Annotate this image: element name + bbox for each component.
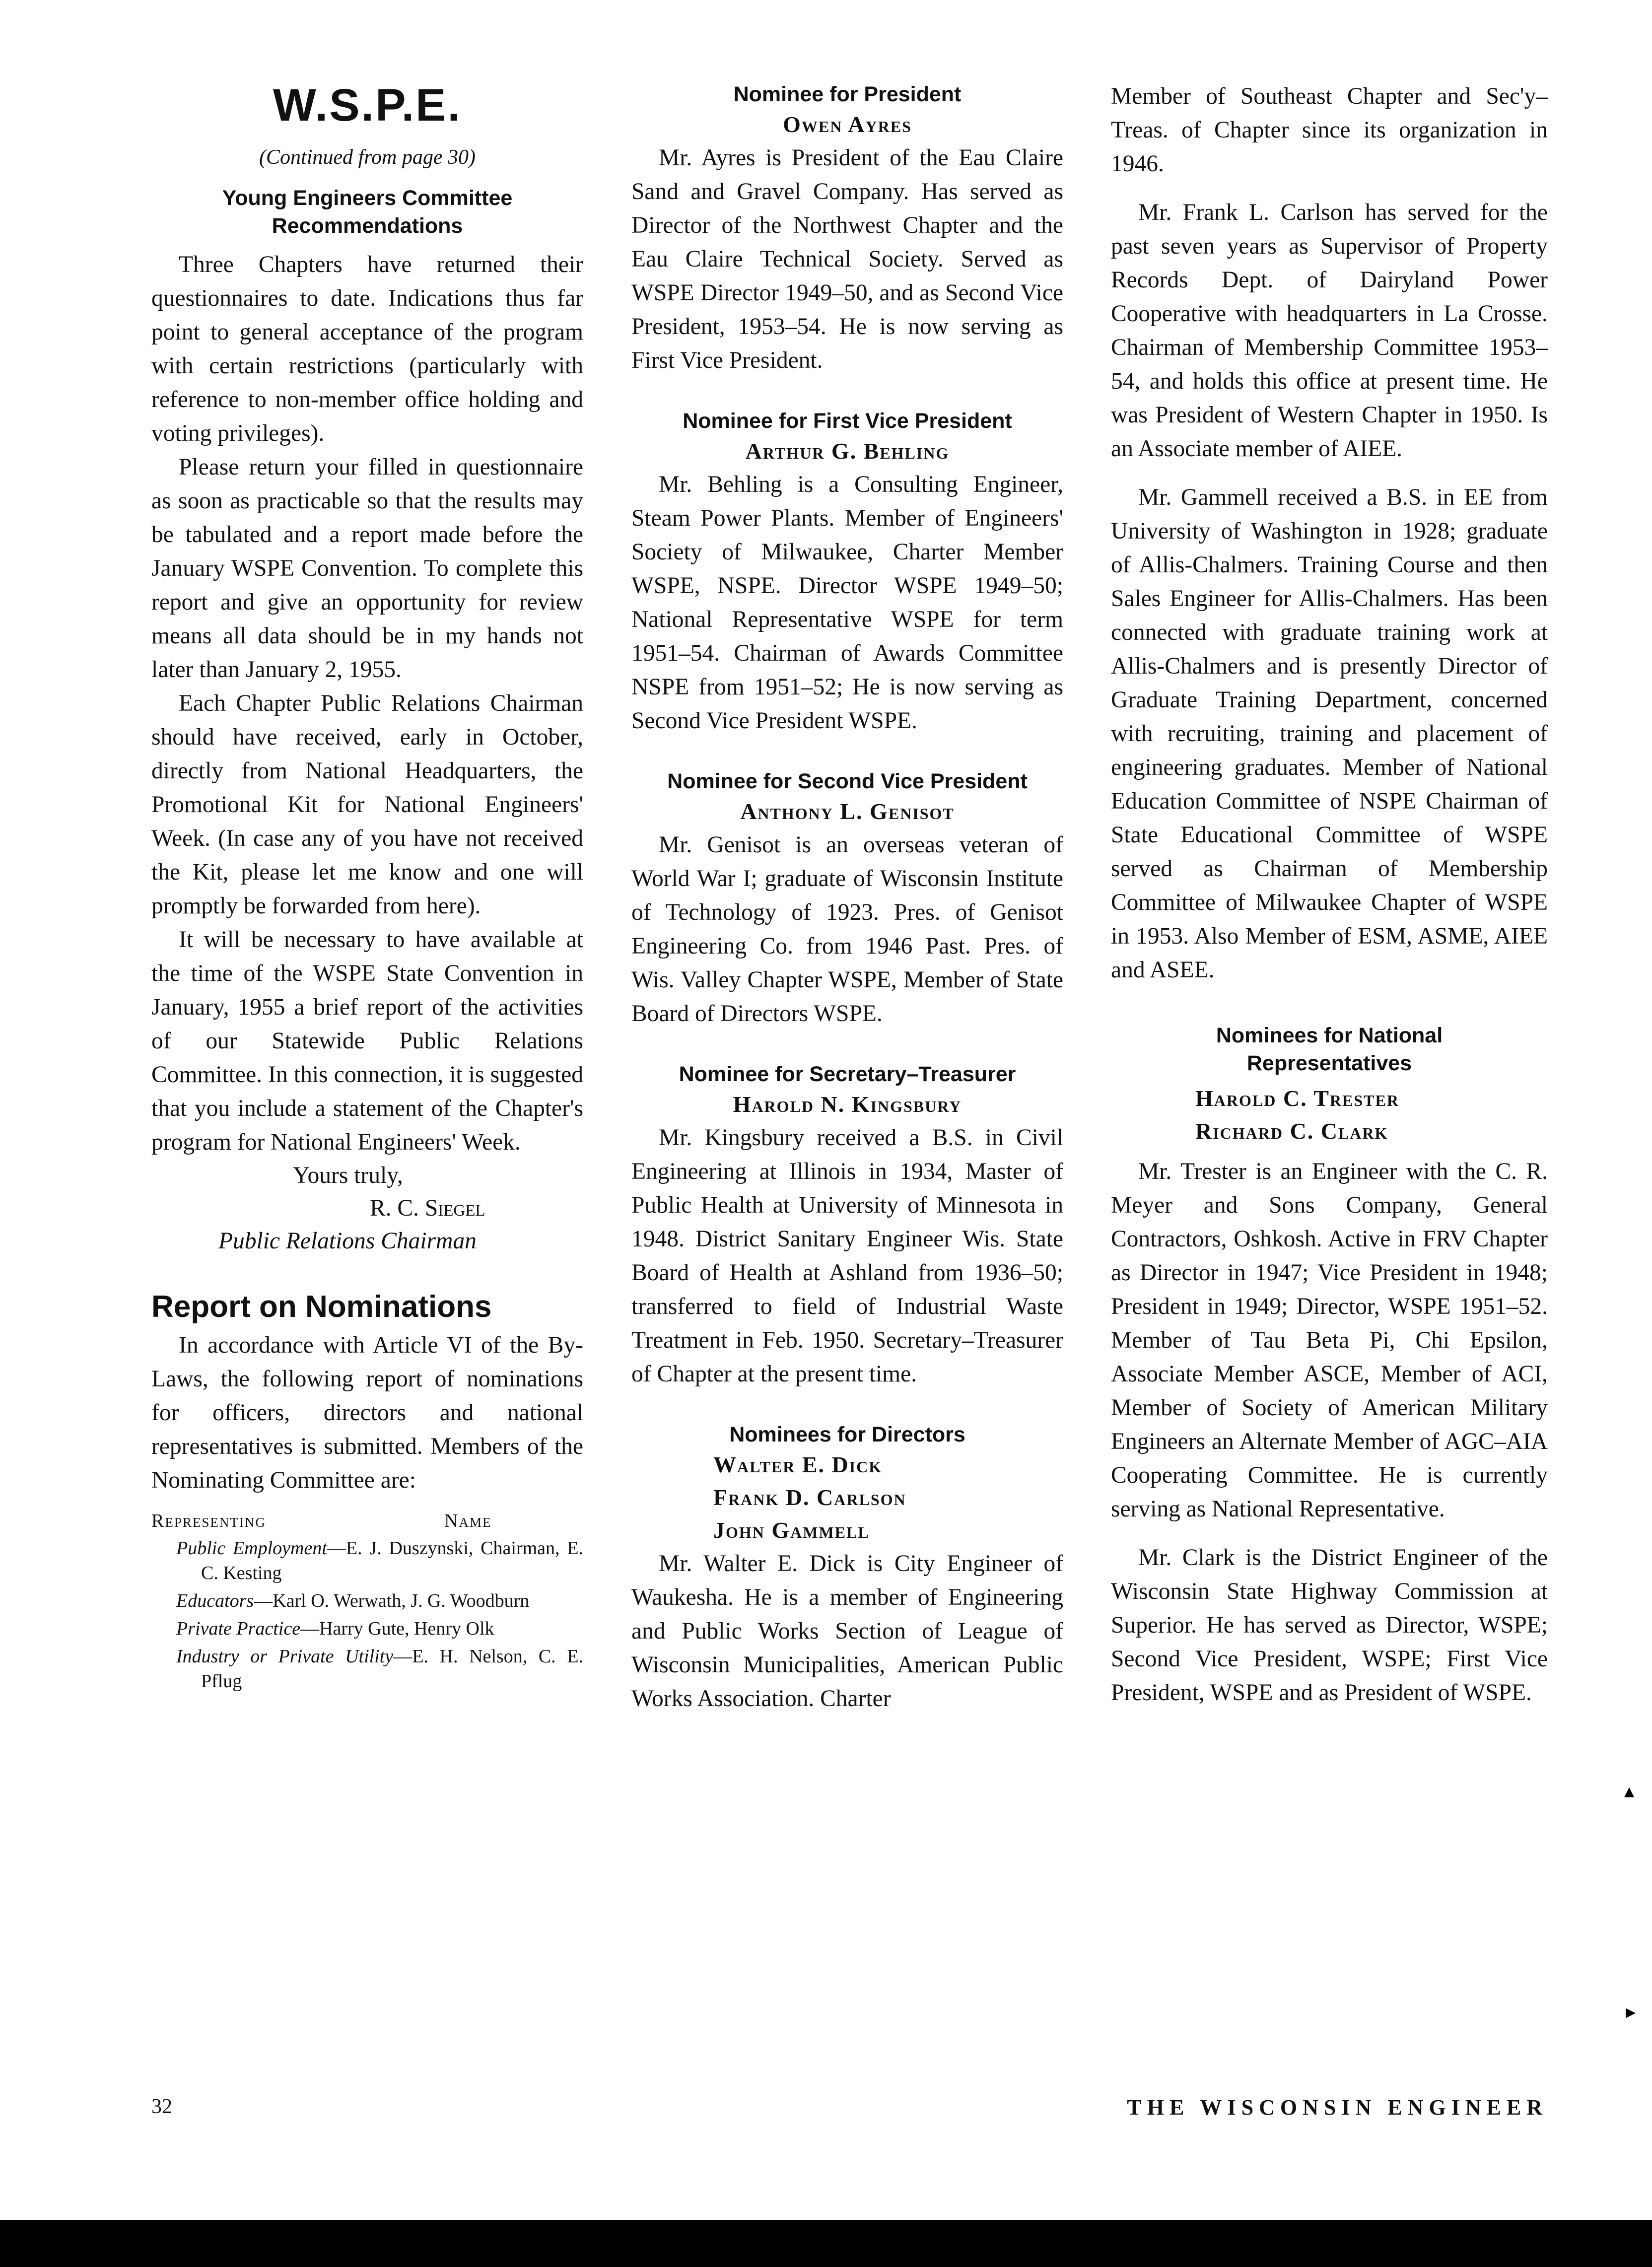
committee-table-header [151, 1510, 583, 1532]
committee-entry: Educators—Karl O. Werwath, J. G. Woodburn [176, 1590, 530, 1611]
director-name: Walter E. Dick [713, 1452, 883, 1477]
trester-text: Mr. Trester is an Engineer with the C. R. Meyer and Sons Company, General Contractors, Oshkosh. Active in FRV Chapter as Director in 1947; Vice President in 1948; President in 1949; Director, WSPE 1951–52. Member of Tau Beta Pi, Chi Epsilon, Associate Member ASCE, Member of ACI, Member of Society of American Military Engineers an Alternate Member of AGC–AIA Cooperating Committee. He is currently serving as National Representative. [1111, 1159, 1548, 1522]
signature-name: R. C. Siegel [370, 1195, 485, 1221]
svp-name: Anthony L. Genisot [740, 799, 955, 824]
continued-note: (Continued from page 30) [259, 146, 476, 169]
scan-mark-icon: ▸ [1626, 2000, 1636, 2023]
column-3 [1111, 0, 1548, 1710]
committee-list [151, 1536, 583, 1694]
director-name: John Gammell [713, 1517, 870, 1543]
committee-entry: Industry or Private Utility—E. H. Nelson, C. E. Pflug [176, 1646, 583, 1692]
president-name: Owen Ayres [783, 112, 912, 137]
paragraph: Each Chapter Public Relations Chairman should have received, early in October, directly from National Headquarters, the Promotional Kit for National Engineers' Week. (In case any of you have not received the Kit, please let me know and one will promptly be forwarded from here). [151, 690, 583, 919]
name-label: Name [444, 1511, 492, 1531]
paragraph: Please return your filled in questionnaire as soon as practicable so that the results may be tabulated and a report made before the January WSPE Convention. To complete this report and give an opportunity for review means all data should be in my hands not later than January 2, 1955. [151, 454, 583, 683]
report-heading: Report on Nominations [151, 1290, 492, 1324]
natrep-name: Harold C. Trester [1195, 1086, 1399, 1111]
column-2 [631, 0, 1063, 1716]
natrep-names [1111, 1082, 1548, 1148]
scan-border [0, 2220, 1652, 2267]
report-paragraph: In accordance with Article VI of the By-Laws, the following report of nominations for officers, directors and national representatives is submitted. Members of the Nominating Committee are: [151, 1332, 583, 1493]
carlson-text: Mr. Frank L. Carlson has served for the past seven years as Supervisor of Property Records Dept. of Dairyland Power Cooperative with headquarters in La Crosse. Chairman of Membership Committee 1953–54, and holds this office at present time. He was President of Western Chapter in 1950. Is an Associate member of AIEE. [1111, 200, 1548, 462]
fvp-name: Arthur G. Behling [745, 438, 950, 464]
gammell-text: Mr. Gammell received a B.S. in EE from University of Washington in 1928; graduate of Allis-Chalmers. Training Course and then Sales Engineer for Allis-Chalmers. Has been connected with graduate training work at Allis-Chalmers and is presently Director of Graduate Training Department, concerned with recruiting, training and placement of engineering graduates. Member of National Education Committee of NSPE Chairman of State Educational Committee of WSPE served as Chairman of Membership Committee of Milwaukee Chapter of WSPE in 1953. Also Member of ESM, ASME, AIEE and ASEE. [1111, 484, 1548, 983]
yec-body [151, 248, 583, 1159]
dick-text: Mr. Walter E. Dick is City Engineer of Waukesha. He is a member of Engineering and Public Works Section of League of Wisconsin Municipalities, American Public Works Association. Charter [631, 1551, 1063, 1712]
article-title: W.S.P.E. [273, 80, 462, 131]
directors-heading: Nominees for Directors [729, 1423, 965, 1446]
scan-mark-icon: ▴ [1624, 1780, 1635, 1802]
committee-entry: Private Practice—Harry Gute, Henry Olk [176, 1618, 494, 1639]
st-name: Harold N. Kingsbury [733, 1092, 962, 1117]
page-number: 32 [151, 2095, 172, 2118]
st-heading: Nominee for Secretary–Treasurer [679, 1062, 1016, 1086]
magazine-title: THE WISCONSIN ENGINEER [1127, 2095, 1548, 2120]
paragraph: Three Chapters have returned their questionnaires to date. Indications thus far point to general acceptance of the program with certain restrictions (particularly with reference to non-member office holding and voting privileges). [151, 252, 583, 446]
svp-heading: Nominee for Second Vice President [667, 769, 1028, 793]
directors-names [631, 1448, 1063, 1547]
st-text: Mr. Kingsbury received a B.S. in Civil Engineering at Illinois in 1934, Master of Public Health at University of Minnesota in 1948. District Sanitary Engineer Wis. State Board of Health at Ashland from 1936–50; transferred to field of Industrial Waste Treatment in Feb. 1950. Secretary–Treasurer of Chapter at the present time. [631, 1125, 1063, 1387]
representing-label: Representing [151, 1511, 266, 1531]
paragraph: It will be necessary to have available at the time of the WSPE State Convention in January, 1955 a brief report of the activities of our Statewide Public Relations Committee. In this connection, it is suggested that you include a statement of the Chapter's program for National Engineers' Week. [151, 927, 583, 1155]
fvp-heading: Nominee for First Vice President [683, 409, 1012, 433]
svp-text: Mr. Genisot is an overseas veteran of World War I; graduate of Wisconsin Institute of Technology of 1923. Pres. of Genisot Engineering Co. from 1946 Past. Pres. of Wis. Valley Chapter WSPE, Member of State Board of Directors WSPE. [631, 832, 1063, 1027]
fvp-text: Mr. Behling is a Consulting Engineer, Steam Power Plants. Member of Engineers' Society of Milwaukee, Charter Member WSPE, NSPE. Director WSPE 1949–50; National Representative WSPE for term 1951–54. Chairman of Awards Committee NSPE from 1951–52; He is now serving as Second Vice President WSPE. [631, 472, 1063, 734]
president-heading: Nominee for President [733, 82, 962, 106]
closing: Yours truly, [293, 1163, 403, 1188]
signature-block [151, 1159, 583, 1257]
president-text: Mr. Ayres is President of the Eau Claire Sand and Gravel Company. Has served as Director of the Northwest Chapter and the Eau Claire Technical Society. Served as WSPE Director 1949–50, and as Second Vice President, 1953–54. He is now serving as First Vice President. [631, 145, 1063, 373]
natrep-name: Richard C. Clark [1195, 1118, 1388, 1144]
natrep-heading: Nominees for National Representatives [1216, 1024, 1443, 1075]
column-1 [151, 0, 583, 1697]
director-name: Frank D. Carlson [713, 1485, 906, 1510]
signature-title: Public Relations Chairman [218, 1228, 477, 1254]
dick-text-continued: Member of Southeast Chapter and Sec'y–Treas. of Chapter since its organization in 1946. [1111, 83, 1548, 177]
yec-heading: Young Engineers Committee Recommendations [222, 186, 513, 238]
clark-text: Mr. Clark is the District Engineer of the Wisconsin State Highway Commission at Superior. He has served as Director, WSPE; Second Vice President, WSPE; First Vice President, WSPE and as President of WSPE. [1111, 1545, 1548, 1706]
committee-entry: Public Employment—E. J. Duszynski, Chairman, E. C. Kesting [176, 1538, 583, 1583]
